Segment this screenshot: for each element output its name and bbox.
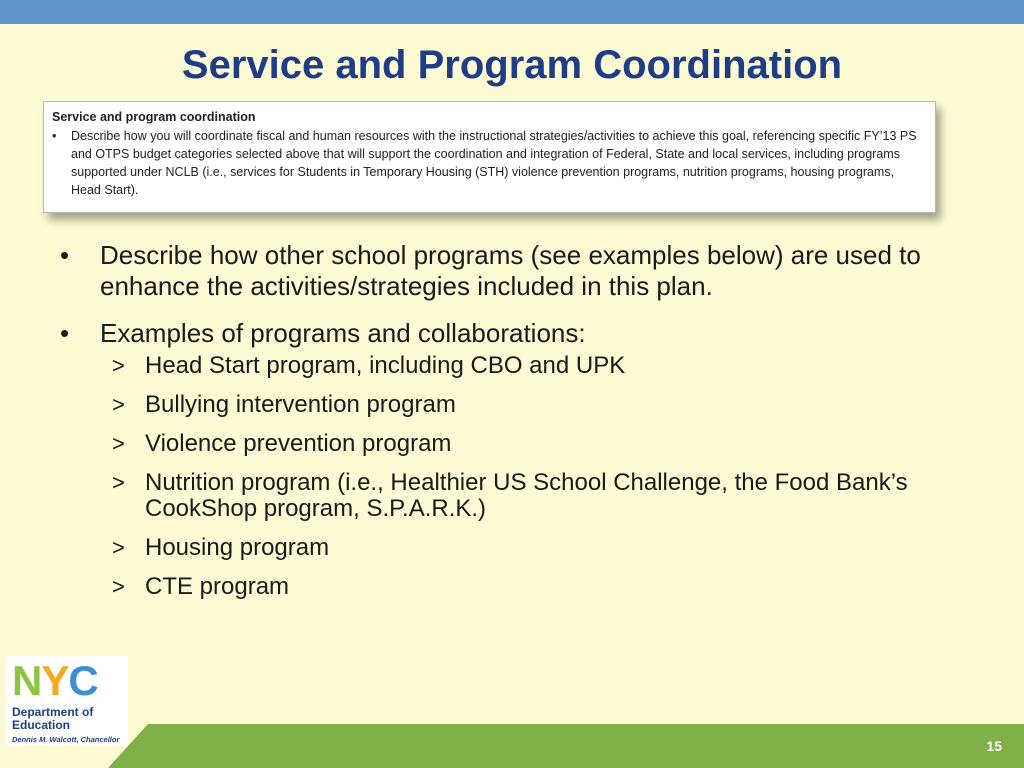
logo-letter-y: Y (41, 657, 69, 704)
nyc-doe-logo (6, 656, 128, 746)
nyc-wordmark (12, 657, 124, 704)
page-number: 15 (986, 738, 1002, 754)
excerpt-bullet-item (52, 127, 925, 199)
excerpt-body-text: Describe how you will coordinate fiscal and human resources with the instructional strategies/activities to achieve this goal, referencing specific FY’13 PS and OTPS budget categories selected above that will support the coordination and integration of Federal, State and local services, including programs supported under NCLB (i.e., services for Students in Temporary Housing (STH) violence prevention programs, nutrition programs, housing programs, Head Start). (71, 129, 917, 197)
logo-letter-c: C (68, 657, 98, 704)
example-item (60, 574, 960, 600)
slide-title: Service and Program Coordination (181, 43, 843, 87)
bullet-item (60, 318, 960, 349)
bullet-item (60, 240, 960, 302)
example-text: Nutrition program (i.e., Healthier US School Challenge, the Food Bank’s CookShop program, S.P.A.R.K.) (145, 469, 908, 522)
bullet-text: Examples of programs and collaborations: (100, 318, 586, 348)
logo-chancellor: Dennis M. Walcott, Chancellor (12, 735, 120, 744)
bottom-banner (0, 724, 1024, 768)
example-text: Bullying intervention program (145, 391, 456, 418)
bullet-list (60, 240, 960, 613)
top-banner (0, 0, 1024, 24)
example-item (60, 431, 960, 457)
example-text: Housing program (145, 534, 330, 561)
chevron-marker: > (112, 470, 125, 495)
bullet-marker: • (60, 318, 70, 348)
chevron-marker: > (112, 574, 125, 599)
bullet-text: Describe how other school programs (see examples below) are used to enhance the activities/strategies included in this plan. (100, 240, 921, 301)
excerpt-heading: Service and program coordination (52, 110, 256, 124)
logo-letter-n: N (12, 657, 42, 704)
form-excerpt-image (43, 101, 936, 213)
example-text: CTE program (145, 573, 290, 600)
examples-list (60, 353, 960, 600)
bullet-marker: • (60, 240, 70, 270)
example-item (60, 535, 960, 561)
example-item (60, 353, 960, 379)
chevron-marker: > (112, 353, 125, 378)
example-item (60, 470, 960, 522)
example-text: Violence prevention program (145, 430, 452, 457)
bullet-marker: • (52, 129, 57, 143)
logo-department: Department of Education (12, 705, 94, 732)
chevron-marker: > (112, 535, 125, 560)
chevron-marker: > (112, 431, 125, 456)
example-text: Head Start program, including CBO and UPK (145, 352, 626, 379)
example-item (60, 392, 960, 418)
chevron-marker: > (112, 392, 125, 417)
